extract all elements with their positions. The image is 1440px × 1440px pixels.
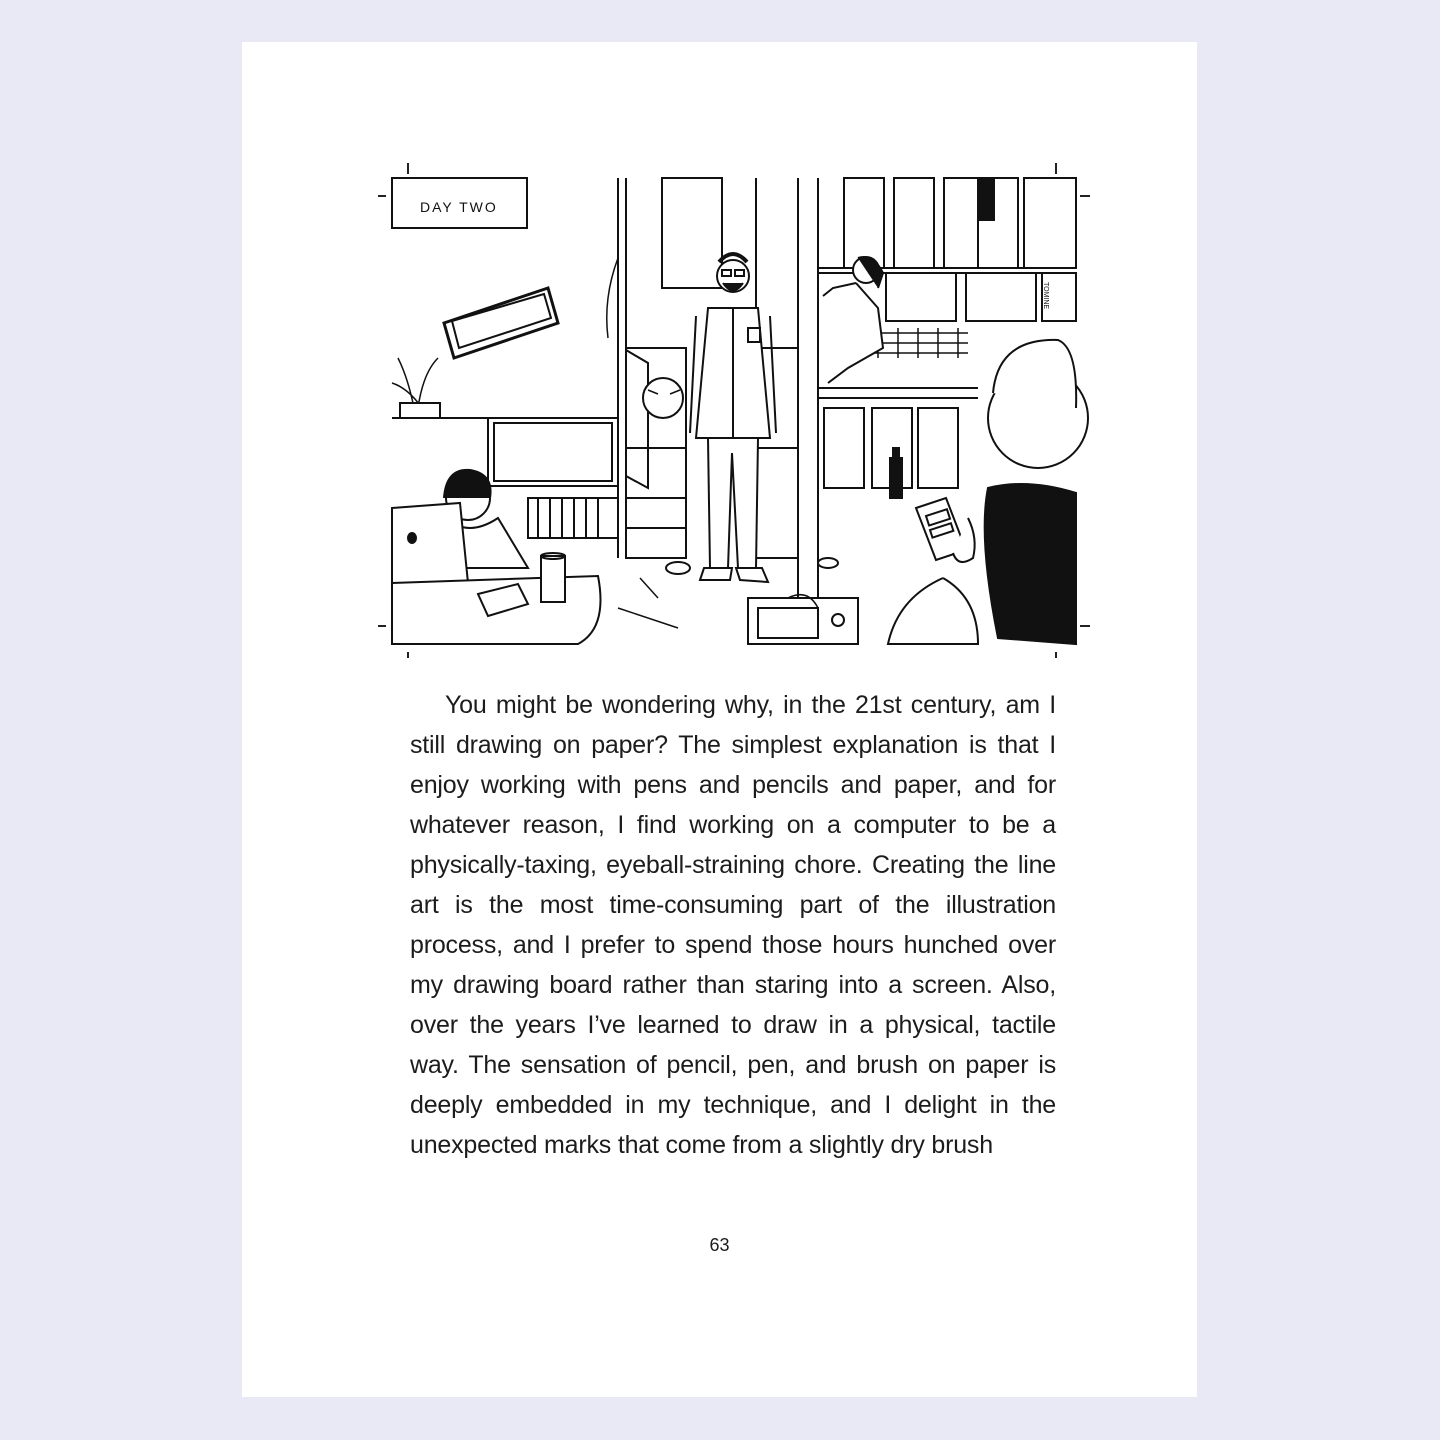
artist-signature: TOMINE <box>1042 282 1049 310</box>
body-paragraph: You might be wondering why, in the 21st century, am I still drawing on paper? The simplest explanation is that I enjoy working with pens and pencils and paper, and for whatever reason, I find working on a computer to be a physically-taxing, eyeball-straining chore. Creating the line art is the most time-consuming part of the illustration process, and I prefer to spend those hours hunched over my drawing board rather than staring into a screen. Also, over the years I’ve learned to draw in a physical, tactile way. The sensation of pencil, pen, and brush on paper is deeply embedded in my technique, and I delight in the unexpected marks that come from a slightly dry brush <box>410 691 1056 1159</box>
caption-label: DAY TWO <box>420 199 498 215</box>
illustration-artwork <box>378 158 1090 658</box>
page-number: 63 <box>709 1235 730 1255</box>
book-page <box>242 42 1197 1397</box>
comic-illustration <box>378 158 1090 658</box>
